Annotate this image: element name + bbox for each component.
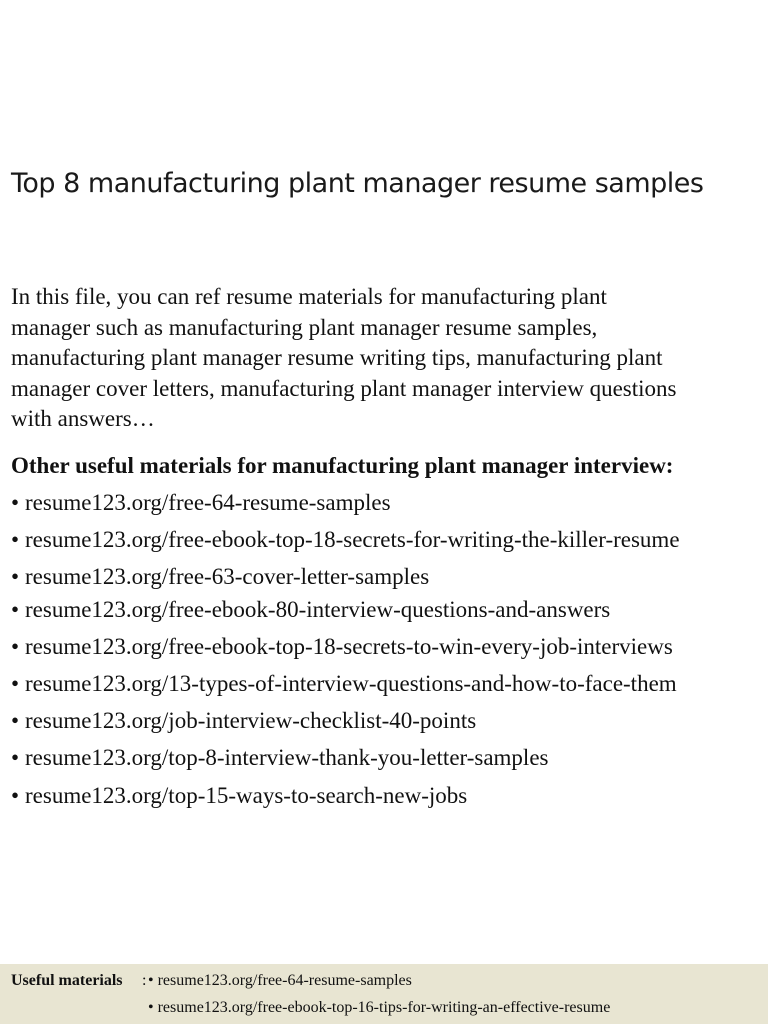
bullet: • bbox=[11, 708, 20, 733]
link-text[interactable]: resume123.org/free-63-cover-letter-samples bbox=[25, 564, 430, 589]
list-item[interactable] bbox=[11, 781, 467, 811]
list-item[interactable] bbox=[11, 632, 673, 662]
link-text[interactable]: resume123.org/free-ebook-top-18-secrets-to-win-every-job-interviews bbox=[25, 634, 673, 659]
bullet: • bbox=[11, 597, 20, 622]
list-item[interactable] bbox=[11, 525, 680, 555]
footer-separator: : bbox=[142, 972, 147, 989]
bullet: • bbox=[11, 564, 20, 589]
list-item[interactable] bbox=[11, 488, 391, 518]
footer-bar bbox=[0, 964, 768, 1024]
bullet: • bbox=[11, 745, 20, 770]
bullet: • bbox=[11, 490, 20, 515]
link-text[interactable]: resume123.org/13-types-of-interview-questions-and-how-to-face-them bbox=[25, 671, 677, 696]
intro-line: with answers… bbox=[11, 406, 155, 431]
link-text[interactable]: resume123.org/top-15-ways-to-search-new-jobs bbox=[25, 783, 468, 808]
bullet: • bbox=[11, 671, 20, 696]
footer-link[interactable]: • resume123.org/free-64-resume-samples bbox=[148, 972, 412, 989]
link-text[interactable]: resume123.org/free-ebook-top-18-secrets-for-writing-the-killer-resume bbox=[25, 527, 680, 552]
link-text[interactable]: resume123.org/free-64-resume-samples bbox=[25, 490, 391, 515]
link-text[interactable]: resume123.org/top-8-interview-thank-you-letter-samples bbox=[25, 745, 549, 770]
intro-line: manufacturing plant manager resume writing tips, manufacturing plant bbox=[11, 345, 663, 370]
list-item[interactable] bbox=[11, 706, 476, 736]
other-materials-heading: Other useful materials for manufacturing plant manager interview: bbox=[11, 453, 674, 478]
intro-paragraph bbox=[11, 282, 761, 435]
intro-line: In this file, you can ref resume materials for manufacturing plant bbox=[11, 284, 607, 309]
bullet: • bbox=[11, 527, 20, 552]
bullet: • bbox=[11, 634, 20, 659]
list-item[interactable] bbox=[11, 669, 677, 699]
link-text[interactable]: resume123.org/free-ebook-80-interview-questions-and-answers bbox=[25, 597, 611, 622]
link-text[interactable]: resume123.org/job-interview-checklist-40-points bbox=[25, 708, 477, 733]
page-title: Top 8 manufacturing plant manager resume samples bbox=[11, 168, 704, 199]
footer-link[interactable]: • resume123.org/free-ebook-top-16-tips-for-writing-an-effective-resume bbox=[148, 999, 611, 1016]
list-item[interactable] bbox=[11, 595, 610, 625]
list-item[interactable] bbox=[11, 562, 429, 592]
intro-line: manager such as manufacturing plant manager resume samples, bbox=[11, 314, 598, 340]
bullet: • bbox=[11, 783, 20, 808]
intro-line: manager cover letters, manufacturing plant manager interview questions bbox=[11, 375, 677, 401]
list-item[interactable] bbox=[11, 743, 549, 773]
footer-label: Useful materials bbox=[11, 972, 123, 989]
